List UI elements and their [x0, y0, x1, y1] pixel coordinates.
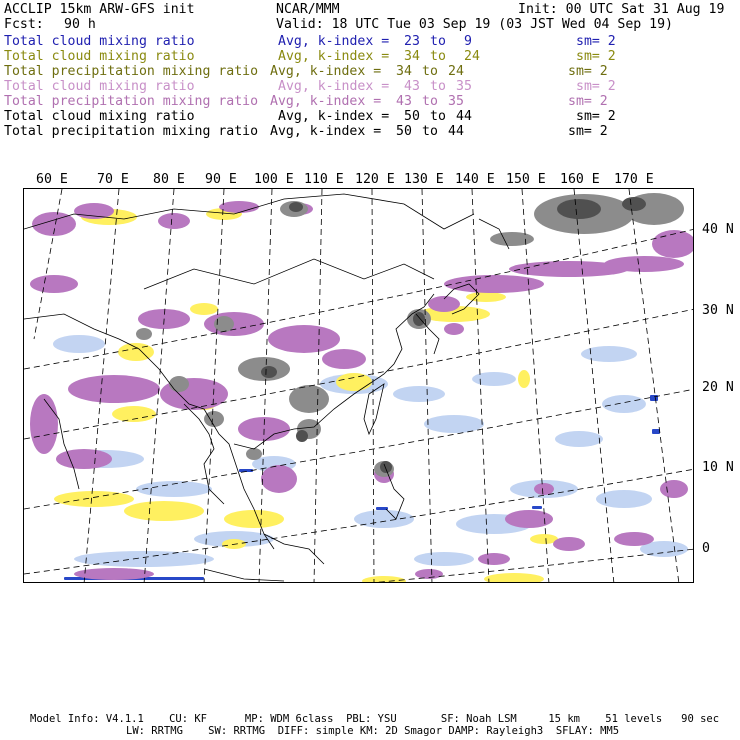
legend-field: Total cloud mixing ratio — [4, 49, 195, 64]
legend-to: to — [422, 124, 438, 139]
forecast-hour: 90 h — [64, 17, 96, 32]
legend-sm: sm= 2 — [568, 94, 608, 109]
model-info-line-1: Model Info: V4.1.1 CU: KF MP: WDM 6class PBL: YSU SF: Noah LSM 15 km 51 levels 90 sec — [30, 713, 720, 725]
map-canvas — [24, 189, 694, 583]
legend-sm: sm= 2 — [568, 124, 608, 139]
legend-k-from: 34 — [404, 49, 420, 64]
legend-avg: Avg, k-index = — [278, 34, 390, 49]
organization-label: NCAR/MMM — [276, 2, 340, 17]
longitude-label: 70 E — [97, 172, 129, 187]
forecast-label: Fcst: — [4, 17, 44, 32]
legend-sm: sm= 2 — [576, 79, 616, 94]
longitude-label: 140 E — [455, 172, 495, 187]
map-panel — [23, 188, 694, 583]
legend-k-to: 35 — [448, 94, 464, 109]
gray-cloud-field — [136, 193, 684, 477]
legend-to: to — [430, 79, 446, 94]
init-time: Init: 00 UTC Sat 31 Aug 19 — [518, 2, 725, 17]
legend-k-from: 23 — [404, 34, 420, 49]
legend-to: to — [430, 49, 446, 64]
legend-field: Total cloud mixing ratio — [4, 34, 195, 49]
longitude-label: 150 E — [506, 172, 546, 187]
longitude-label: 90 E — [205, 172, 237, 187]
legend-avg: Avg, k-index = — [278, 109, 390, 124]
legend-avg: Avg, k-index = — [270, 94, 382, 109]
model-title: ACCLIP 15km ARW-GFS init — [4, 2, 195, 17]
longitude-label: 60 E — [36, 172, 68, 187]
longitude-label: 160 E — [560, 172, 600, 187]
longitude-label: 130 E — [404, 172, 444, 187]
legend-field: Total cloud mixing ratio — [4, 109, 195, 124]
longitude-label: 80 E — [153, 172, 185, 187]
legend-k-to: 24 — [448, 64, 464, 79]
longitude-label: 100 E — [254, 172, 294, 187]
legend-k-to: 44 — [456, 109, 472, 124]
legend-avg: Avg, k-index = — [278, 49, 390, 64]
longitude-label: 120 E — [355, 172, 395, 187]
longitude-label: 170 E — [614, 172, 654, 187]
legend-k-from: 34 — [396, 64, 412, 79]
legend-to: to — [430, 34, 446, 49]
latitude-label: 10 N — [702, 460, 734, 475]
legend-sm: sm= 2 — [568, 64, 608, 79]
model-info-line-2: LW: RRTMG SW: RRTMG DIFF: simple KM: 2D Smagor DAMP: Rayleigh3 SFLAY: MM5 — [126, 725, 620, 737]
legend-field: Total precipitation mixing ratio — [4, 94, 259, 109]
legend-k-from: 50 — [396, 124, 412, 139]
legend-sm: sm= 2 — [576, 109, 616, 124]
valid-time: Valid: 18 UTC Tue 03 Sep 19 (03 JST Wed 04 Sep 19) — [276, 17, 673, 32]
longitude-label: 110 E — [304, 172, 344, 187]
legend-k-to: 9 — [464, 34, 472, 49]
legend-to: to — [422, 94, 438, 109]
legend-sm: sm= 2 — [576, 34, 616, 49]
legend-k-to: 24 — [464, 49, 480, 64]
legend-to: to — [430, 109, 446, 124]
legend-k-to: 44 — [448, 124, 464, 139]
latitude-label: 20 N — [702, 380, 734, 395]
legend-k-to: 35 — [456, 79, 472, 94]
latitude-label: 40 N — [702, 222, 734, 237]
latitude-label: 0 — [702, 541, 710, 556]
legend-field: Total precipitation mixing ratio — [4, 124, 259, 139]
legend-field: Total precipitation mixing ratio — [4, 64, 259, 79]
legend-avg: Avg, k-index = — [270, 124, 382, 139]
legend-k-from: 43 — [396, 94, 412, 109]
legend-to: to — [422, 64, 438, 79]
latitude-label: 30 N — [702, 303, 734, 318]
legend-avg: Avg, k-index = — [278, 79, 390, 94]
legend-field: Total cloud mixing ratio — [4, 79, 195, 94]
legend-sm: sm= 2 — [576, 49, 616, 64]
legend-avg: Avg, k-index = — [270, 64, 382, 79]
legend-k-from: 50 — [404, 109, 420, 124]
legend-k-from: 43 — [404, 79, 420, 94]
